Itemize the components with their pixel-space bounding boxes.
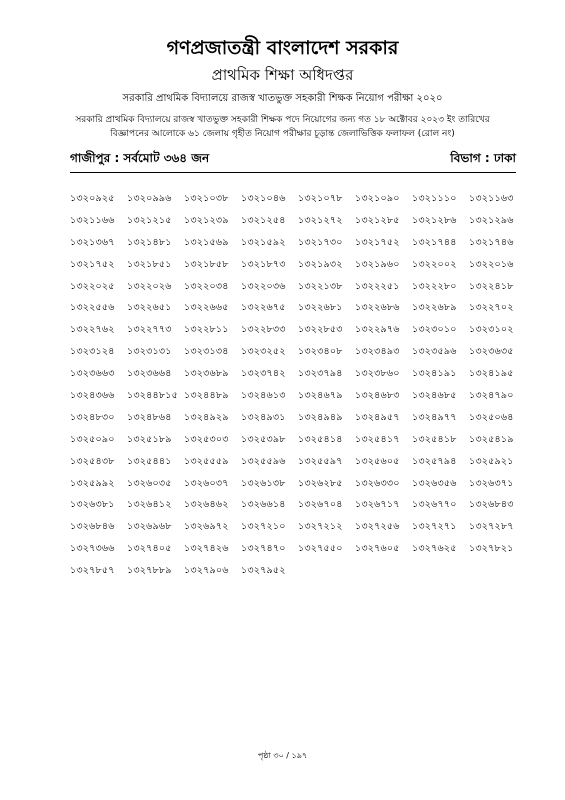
roll-number: ১৩২৫৫৯৭ — [298, 455, 343, 467]
roll-number: ১৩২৬১৩৮ — [241, 477, 286, 489]
roll-number: ১৩২১২৩৯ — [184, 214, 229, 226]
roll-number: ১৩২১৫৯২ — [241, 236, 286, 248]
roll-number: ১৩২৪৬১৩ — [241, 390, 286, 402]
roll-number: ১৩২২৬৮৬ — [355, 302, 400, 314]
roll-number: ১৩২২৮৫৩ — [298, 324, 343, 336]
roll-number: ১৩২৩৭৪২ — [241, 368, 286, 380]
roll-number: ১৩২৩৬৮৯ — [184, 368, 229, 380]
roll-number: ১৩২১৭৪৪ — [412, 236, 457, 248]
roll-number: ১৩২২২৮০ — [412, 280, 457, 292]
roll-number: ১৩২৪৮৬৪ — [127, 411, 172, 423]
government-title: গণপ্রজাতন্ত্রী বাংলাদেশ সরকার — [166, 37, 399, 59]
roll-number: ১৩২৫০৯০ — [70, 433, 115, 445]
roll-number: ১৩২৩৬৬৪ — [127, 368, 172, 380]
roll-number: ১৩২৬৮৪৬ — [70, 521, 115, 533]
roll-number: ১৩২১৯৬০ — [355, 258, 400, 270]
roll-number: ১৩২৪৯৭৭ — [412, 411, 457, 423]
roll-number: ১৩২১৫৬৯ — [184, 236, 229, 248]
roll-number: ১৩২৭২১২ — [298, 521, 343, 533]
roll-number: ১৩২৫৪১৪ — [298, 433, 343, 445]
roll-number: ১৩২৫৪১৯ — [469, 433, 514, 445]
roll-number: ১৩২২০২৬ — [127, 280, 172, 292]
roll-number: ১৩২৫৫৯৬ — [241, 455, 286, 467]
roll-number: ১৩২৫৭৯৪ — [412, 455, 457, 467]
roll-number: ১৩২৩৬৩৫ — [469, 346, 514, 358]
roll-number: ১৩২৬৪১২ — [127, 499, 172, 511]
roll-number: ১৩২১২৮৫ — [355, 214, 400, 226]
roll-number: ১৩২৭২৮৭ — [469, 521, 514, 533]
roll-number: ১৩২২৬৭৫ — [241, 302, 286, 314]
roll-number: ১৩২৬৭১৭ — [355, 499, 400, 511]
roll-number: ১৩২৭৯৫২ — [241, 565, 286, 577]
roll-number: ১৩২১৩৬৭ — [70, 236, 115, 248]
roll-number: ১৩২৬০৩৭ — [184, 477, 229, 489]
roll-number: ১৩২৩৪৯৩ — [355, 346, 400, 358]
roll-number: ১৩২১৯৩২ — [298, 258, 343, 270]
roll-number: ১৩২২২৫১ — [355, 280, 400, 292]
roll-number: ১৩২২৯৭৬ — [355, 324, 400, 336]
roll-number: ১৩২৬৬১৪ — [241, 499, 286, 511]
roll-number: ১৩২১১৬৬ — [70, 214, 115, 226]
roll-number: ১৩২১৮৫৮ — [184, 258, 229, 270]
roll-number: ১৩২০৯৯৬ — [127, 193, 172, 204]
notice-line-2: বিজ্ঞাপনের আলোকে ৬১ জেলায় গৃহীত নিয়োগ পরীক্ষার চূড়ান্ত জেলাভিত্তিক ফলাফল (রোল নং) — [110, 129, 455, 139]
roll-number: ১৩২৪৭৯০ — [469, 390, 514, 402]
roll-number: ১৩২৫৯২১ — [469, 455, 514, 467]
roll-number: ১৩২৩০১০ — [412, 324, 457, 336]
roll-number: ১৩২৭২৭১ — [412, 521, 457, 533]
roll-number: ১৩২৪৪৮৯ — [184, 390, 229, 402]
roll-number: ১৩২৪৯৩১ — [241, 411, 286, 423]
roll-number: ১৩২৩৭৯৪ — [298, 368, 343, 380]
roll-number: ১৩২২৭৭৩ — [127, 324, 172, 336]
page-number: পৃষ্ঠা ৩০ / ১৯৭ — [257, 751, 308, 760]
roll-number: ১৩২৬৯৭২ — [184, 521, 229, 533]
roll-number: ১৩২২০২৫ — [70, 280, 115, 292]
roll-number-grid — [70, 188, 550, 582]
roll-number: ১৩২১০৯০ — [355, 193, 400, 204]
roll-number: ১৩২১০৭৮ — [298, 193, 343, 204]
roll-number: ১৩২১৮৭৩ — [241, 258, 286, 270]
roll-number: ১৩২১৭৪৬ — [469, 236, 514, 248]
roll-number: ১৩২৫৪৪১ — [127, 455, 172, 467]
notice-line-1: সরকারি প্রাথমিক বিদ্যালয়ে রাজস্ব খাতভুক্ত সহকারী শিক্ষক পদে নিয়োগের জন্য গত ১৮ অক্টোবর ২০২৩ ইং তারিখের — [75, 115, 490, 125]
roll-number: ১৩২৩৪০৮ — [298, 346, 343, 358]
roll-number: ১৩২৫৯৯২ — [70, 477, 115, 489]
roll-number: ১৩২৭৯০৬ — [184, 565, 229, 577]
district-header — [70, 150, 516, 173]
roll-number: ১৩২৫৩০৩ — [184, 433, 229, 445]
roll-number: ১৩২৩৬৬৩ — [70, 368, 115, 380]
roll-number: ১৩২৬৩৭১ — [469, 477, 514, 489]
roll-number: ১৩২১০৪৬ — [241, 193, 286, 204]
roll-number: ১৩২২১৩৮ — [298, 280, 343, 292]
roll-number: ১৩২৭৫৫০ — [298, 543, 343, 555]
roll-number: ১৩২৪৬৮৩ — [355, 390, 400, 402]
roll-number: ১৩২৬৯৬৮ — [127, 521, 172, 533]
roll-number: ১৩২৩১৩১ — [127, 346, 172, 358]
roll-number: ১৩২৭৮৮৯ — [127, 565, 172, 577]
roll-number: ১৩২৩৫৯৬ — [412, 346, 457, 358]
roll-number: ১৩২৭৪০৫ — [127, 543, 172, 555]
roll-number: ১৩২৪৪৮১৫ — [127, 390, 178, 402]
roll-number: ১৩২৭৬০৫ — [355, 543, 400, 555]
roll-number: ১৩২৭৬২৫ — [412, 543, 457, 555]
roll-number: ১৩২৬৩৫৬ — [412, 477, 457, 489]
roll-number: ১৩২২৭০২ — [469, 302, 514, 314]
roll-number: ১৩২১১৬৩ — [469, 193, 514, 204]
roll-number: ১৩২৬০৩৫ — [127, 477, 172, 489]
roll-number: ১৩২২৬৮১ — [298, 302, 343, 314]
roll-number: ১৩২৪৬৮৫ — [412, 390, 457, 402]
roll-number: ১৩২২৬৮৯ — [412, 302, 457, 314]
roll-number: ১৩২১০৩৮ — [184, 193, 229, 204]
roll-number: ১৩২৩৮৬০ — [355, 368, 400, 380]
roll-number: ১৩২৪৬৭৯ — [298, 390, 343, 402]
roll-number: ১৩২৬৩৮১ — [70, 499, 115, 511]
roll-number: ১৩২৫৪১৭ — [355, 433, 400, 445]
roll-number: ১৩২০৯২৫ — [70, 193, 115, 204]
roll-number: ১৩২১৪৮১ — [127, 236, 172, 248]
roll-number: ১৩২৩১৩৪ — [184, 346, 229, 358]
department-title: প্রাথমিক শিক্ষা অধিদপ্তর — [211, 66, 354, 84]
roll-number: ১৩২২৪১৮ — [469, 280, 514, 292]
roll-number: ১৩২২৮৩৩ — [241, 324, 286, 336]
roll-number: ১৩২১২৯৬ — [469, 214, 514, 226]
roll-number: ১৩২৪৯৫৭ — [355, 411, 400, 423]
roll-number: ১৩২২০০২ — [412, 258, 457, 270]
exam-title: সরকারি প্রাথমিক বিদ্যালয়ে রাজস্ব খাতভুক্ত সহকারী শিক্ষক নিয়োগ পরীক্ষা ২০২০ — [122, 93, 443, 104]
roll-number: ১৩২৫৪৩৮ — [70, 455, 115, 467]
roll-number: ১৩২১৮৫১ — [127, 258, 172, 270]
roll-number: ১৩২৫৫৫৯ — [184, 455, 229, 467]
roll-number: ১৩২৩১০২ — [469, 324, 514, 336]
roll-number: ১৩২৬৮৪৩ — [469, 499, 514, 511]
roll-number: ১৩২৪৩৬৬ — [70, 390, 115, 402]
roll-number: ১৩২২৬৬৫ — [184, 302, 229, 314]
roll-number: ১৩২১১১০ — [412, 193, 457, 204]
roll-number: ১৩২১২৮৬ — [412, 214, 457, 226]
roll-number: ১৩২৭৩৬৬ — [70, 543, 115, 555]
roll-number: ১৩২৪৯৪৯ — [298, 411, 343, 423]
roll-number: ১৩২৬৭৭০ — [412, 499, 457, 511]
roll-number: ১৩২৭৪৭০ — [241, 543, 286, 555]
roll-number: ১৩২৭৪২৬ — [184, 543, 229, 555]
roll-number: ১৩২২৫৫৬ — [70, 302, 115, 314]
roll-number: ১৩২২০৩৬ — [241, 280, 286, 292]
roll-number: ১৩২১৭৫২ — [355, 236, 400, 248]
roll-number: ১৩২৪৮৩০ — [70, 411, 115, 423]
roll-number: ১৩২৭৮৫৭ — [70, 565, 115, 577]
roll-number: ১৩২১২৫৪ — [241, 214, 286, 226]
roll-number: ১৩২৫৬০৫ — [355, 455, 400, 467]
roll-number: ১৩২২০৩৪ — [184, 280, 229, 292]
result-notice — [0, 113, 565, 141]
roll-number: ১৩২৫৩৯৮ — [241, 433, 286, 445]
roll-number: ১৩২১৭৫২ — [70, 258, 115, 270]
roll-number: ১৩২১২৭২ — [298, 214, 343, 226]
roll-number: ১৩২২০১৬ — [469, 258, 514, 270]
roll-number: ১৩২৩২৫২ — [241, 346, 286, 358]
roll-number: ১৩২৭২১০ — [241, 521, 286, 533]
roll-number: ১৩২৫৪১৮ — [412, 433, 457, 445]
roll-number: ১৩২২৬৫১ — [127, 302, 172, 314]
roll-number: ১৩২১৭৩০ — [298, 236, 343, 248]
roll-number: ১৩২২৭৬২ — [70, 324, 115, 336]
roll-number: ১৩২৬২৮৫ — [298, 477, 343, 489]
roll-number: ১৩২৭৮২১ — [469, 543, 514, 555]
roll-number: ১৩২২৮১১ — [184, 324, 229, 336]
roll-number: ১৩২৫১৮৯ — [127, 433, 172, 445]
district-total: গাজীপুর : সর্বমোট ৩৬৪ জন — [70, 151, 210, 165]
roll-number: ১৩২৩১২৪ — [70, 346, 115, 358]
roll-number: ১৩২৬৩৩০ — [355, 477, 400, 489]
roll-number: ১৩২৪১৯১ — [412, 368, 457, 380]
roll-number: ১৩২৪১৯৫ — [469, 368, 514, 380]
roll-number: ১৩২৪৯২৯ — [184, 411, 229, 423]
roll-number: ১৩২৬৪৬২ — [184, 499, 229, 511]
roll-number: ১৩২৫০৬৪ — [469, 411, 514, 423]
roll-number: ১৩২৬৭০৪ — [298, 499, 343, 511]
division-name: বিভাগ : ঢাকা — [450, 151, 516, 165]
roll-number: ১৩২৭২৫৬ — [355, 521, 400, 533]
roll-number: ১৩২১২১৫ — [127, 214, 172, 226]
